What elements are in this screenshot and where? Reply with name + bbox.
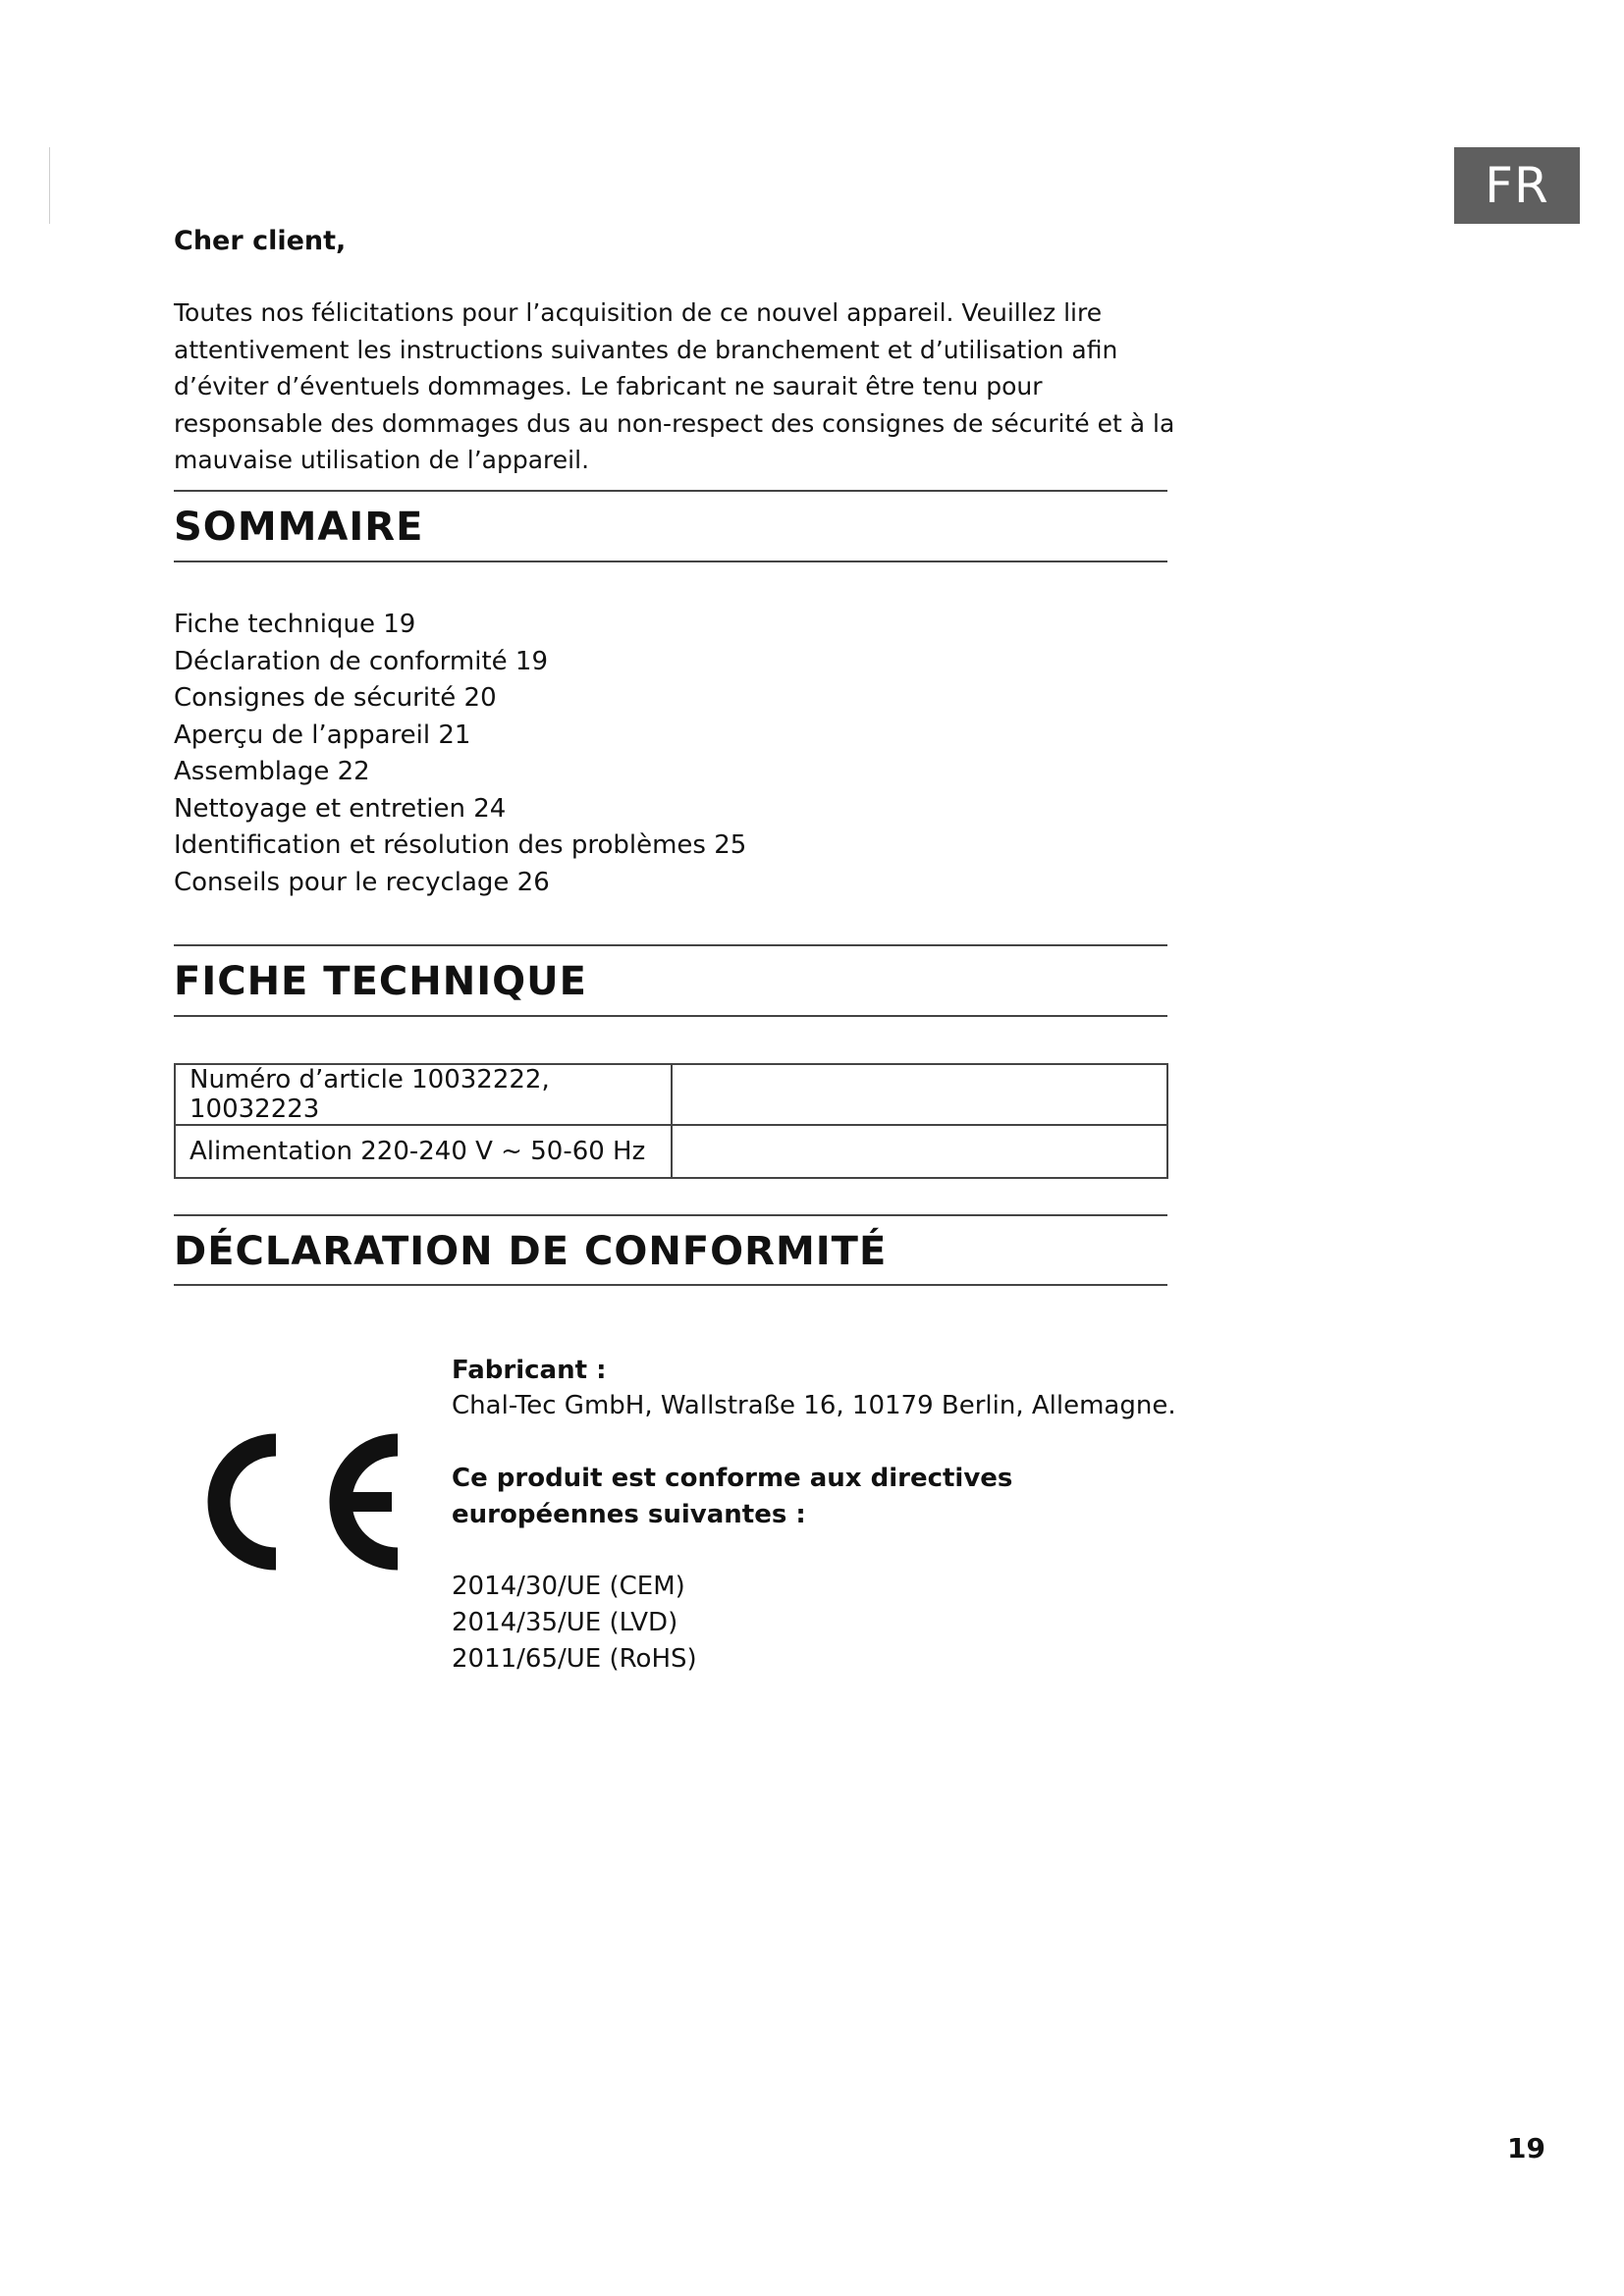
toc-item: Déclaration de conformité 19 (174, 646, 548, 676)
spec-table (174, 1063, 1168, 1179)
sommaire-title: SOMMAIRE (174, 505, 424, 550)
spec-label: Numéro d’article 10032222, 10032223 (175, 1064, 672, 1125)
section-rule-top (174, 490, 1167, 492)
section-rule-top (174, 1214, 1167, 1216)
toc-item: Aperçu de l’appareil 21 (174, 720, 471, 750)
toc-item: Conseils pour le recyclage 26 (174, 867, 550, 897)
toc-item: Identification et résolution des problèmes 25 (174, 830, 747, 860)
toc-item: Consignes de sécurité 20 (174, 683, 497, 713)
table-row (175, 1064, 1167, 1125)
greeting: Cher client, (174, 226, 347, 256)
section-rule-bottom (174, 1284, 1167, 1286)
directive-item: 2014/35/UE (LVD) (452, 1608, 678, 1637)
intro-paragraph: Toutes nos félicitations pour l’acquisition de ce nouvel appareil. Veuillez lire attentivement les instructions suivantes de branchement et d’utilisation afin d’éviter d’éventuels dommages. Le fabricant ne saurait être tenu pour responsable des dommages dus au non-respect des consignes de sécurité et à la mauvaise utilisation de l’appareil. (174, 298, 1175, 474)
conformity-statement: Ce produit est conforme aux directives européennes suivantes : (452, 1464, 1013, 1529)
spec-value (672, 1064, 1167, 1125)
toc-item: Assemblage 22 (174, 757, 370, 786)
manufacturer-label: Fabricant : (452, 1356, 607, 1385)
toc-item: Nettoyage et entretien 24 (174, 793, 507, 824)
toc-item: Fiche technique 19 (174, 610, 416, 639)
page-number: 19 (1507, 2132, 1545, 2164)
section-rule-top (174, 944, 1167, 946)
ce-mark-logo (191, 1414, 417, 1590)
language-tab: FR (1454, 147, 1580, 224)
table-row (175, 1125, 1167, 1178)
spec-label: Alimentation 220-240 V ~ 50-60 Hz (175, 1125, 672, 1178)
section-rule-bottom (174, 1015, 1167, 1017)
manufacturer-address: Chal-Tec GmbH, Wallstraße 16, 10179 Berlin, Allemagne. (452, 1391, 1176, 1420)
left-margin-mark (49, 147, 50, 224)
fiche-technique-title: FICHE TECHNIQUE (174, 959, 587, 1004)
directive-item: 2011/65/UE (RoHS) (452, 1644, 697, 1674)
declaration-title: DÉCLARATION DE CONFORMITÉ (174, 1229, 888, 1274)
table-of-contents (174, 607, 746, 901)
section-rule-bottom (174, 561, 1167, 562)
spec-value (672, 1125, 1167, 1178)
directive-item: 2014/30/UE (CEM) (452, 1572, 685, 1601)
